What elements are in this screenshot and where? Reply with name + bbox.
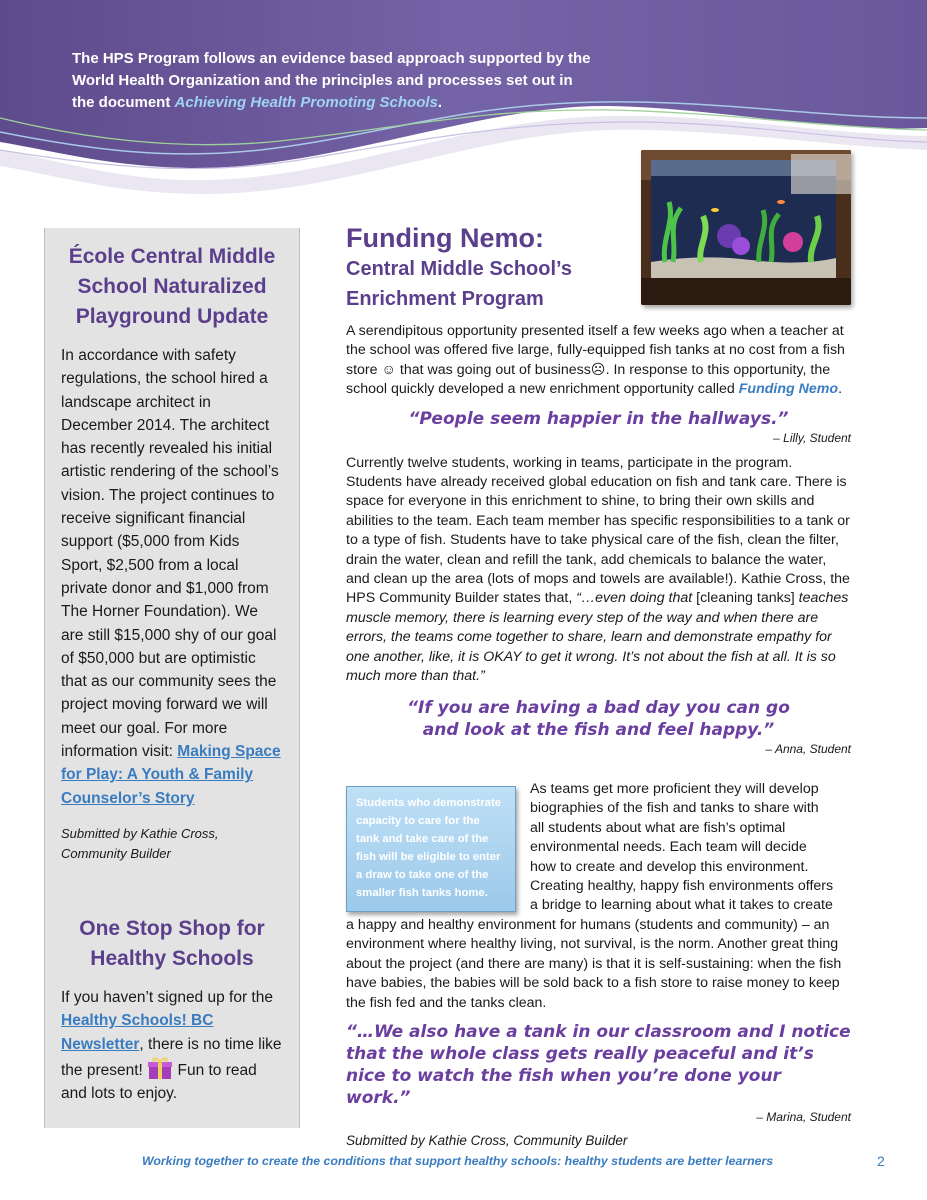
quote-anna (346, 697, 851, 741)
quote-lilly: “People seem happier in the hallways.” (408, 408, 789, 429)
teams-line-3: all students about what are fish’s optimal (530, 819, 786, 836)
program-quote-rest: teaches muscle memory, there is learning every step of the way and when there are errors, the teams come together to share, learn and demonstrate empathy for one another, like, it is OKAY to get it wrong. It’s not about the fish at all. It is so much more than that.” (346, 590, 849, 685)
intro-paragraph (346, 322, 851, 400)
frown-icon: ☹ (590, 361, 606, 378)
banner-text (72, 48, 612, 114)
funding-nemo-name: Funding Nemo (738, 381, 839, 398)
playground-heading-line-3: Playground Update (75, 305, 269, 328)
teams-line-1: As teams get more proficient they will develop (530, 781, 819, 797)
teams-line-6: Creating healthy, happy fish environments offers (530, 878, 834, 895)
intro-text-b: that was going out of business (395, 361, 591, 378)
playground-credit-line-2: Community Builder (61, 845, 171, 861)
sidebar-panel (44, 228, 300, 1128)
intro-text-a: A serendipitous opportunity presented itself a few weeks ago when a teacher at the school was offered five large, fully-equipped fish tanks at no cost from a fish store (346, 323, 845, 378)
banner-document-title: Achieving Health Promoting Schools (174, 94, 438, 111)
program-text-bracket: [cleaning tanks] (692, 590, 799, 607)
one-stop-shop-body (61, 986, 283, 1105)
banner-line-3 (72, 92, 612, 114)
article-credit: Submitted by Kathie Cross, Community Builder (346, 1133, 628, 1149)
article-body-lower (346, 916, 851, 1150)
healthy-schools-newsletter-link[interactable]: Healthy Schools! BC Newsletter (61, 1012, 214, 1053)
program-quote-start: “…even doing that (576, 590, 693, 607)
smile-icon: ☺ (381, 361, 396, 378)
article-heading (346, 222, 851, 314)
quote-anna-line-1: “If you are having a bad day you can go (407, 697, 790, 718)
eligibility-callout: Students who demonstrate capacity to care for the tank and take care of the fish will be eligible to enter a draw to take one of the smaller fish tanks home. (346, 786, 516, 912)
intro-text-end: . (838, 381, 843, 398)
article-body-upper (346, 322, 851, 757)
program-paragraph (346, 454, 851, 687)
banner-line-3-suffix: . (437, 94, 443, 111)
quote-lilly-attribution: – Lilly, Student (773, 430, 851, 445)
banner-line-3-prefix: the document (72, 94, 175, 111)
article-title: Funding Nemo: (346, 223, 544, 253)
teams-paragraph-rest: a happy and healthy environment for humans (students and community) – an environment where healthy living, not survival, is the norm. Another great thing about the project (and there are many) is that it is self-sustaining: when the fish have babies, the babies will be sold back to a fish store to raise money to keep the fish fed and the tanks clean. (346, 917, 842, 1011)
teams-line-5: how to create and develop this environment. (530, 858, 809, 875)
playground-credit (61, 824, 283, 864)
playground-update-text: In accordance with safety regulations, the school hired a landscape architect in December 2014. The architect has recently revealed his initial artistic rendering of the school’s vision. The project continues to receive significant financial support ($5,000 from Kids Sport, $2,500 from a local private donor and $1,000 from The Horner Foundation). We are still $15,000 shy of our goal of $50,000 but are optimistic that as our community sees the project moving forward we will meet our goal. For more information visit: (61, 347, 279, 761)
one-stop-shop-heading (61, 914, 283, 974)
playground-credit-line-1: Submitted by Kathie Cross, (61, 825, 219, 841)
one-stop-heading-line-2: Healthy Schools (90, 946, 254, 970)
teams-line-2: biographies of the fish and tanks to share with (530, 800, 819, 817)
playground-update-heading (61, 242, 283, 332)
gift-icon (147, 1056, 173, 1080)
intro-text-c: . In response to this opportunity, the school quickly developed a new enrichment opportunity called (346, 361, 831, 398)
playground-update-body (61, 344, 283, 810)
quote-anna-line-2: and look at the fish and feel happy.” (422, 719, 775, 740)
one-stop-text-prefix: If you haven’t signed up for the (61, 988, 273, 1006)
one-stop-text-middle: , there is no time like the present! (61, 1035, 282, 1079)
one-stop-heading-line-1: One Stop Shop for (79, 916, 265, 940)
teams-line-4: environmental needs. Each team will decide (530, 839, 807, 856)
page-number: 2 (877, 1153, 885, 1169)
one-stop-text-suffix: Fun to read and lots to enjoy. (61, 1061, 257, 1103)
playground-heading-line-2: School Naturalized (77, 275, 267, 298)
making-space-for-play-link[interactable]: Making Space for Play: A Youth & Family Counselor’s Story (61, 743, 281, 807)
article-subtitle-line-1: Central Middle School’s (346, 258, 572, 280)
banner-line-2: World Health Organization and the principles and processes set out in (72, 72, 573, 89)
teams-paragraph-side (530, 780, 860, 916)
program-text-a: Currently twelve students, working in teams, participate in the program. Students have already received global education on fish and tank care. There is space for everyone in this enrichment to shine, to bring their own skills and abilities to the team. Each team member has specific responsibilities to a tank or to a type of fish. Students have to take physical care of the fish, clean the filter, drain the water, clean and refill the tank, add chemicals to balance the water, and clean up the area (lots of mops and towels are available!). Kathie Cross, the HPS Community Builder states that, (346, 454, 850, 607)
quote-marina-attribution: – Marina, Student (756, 1110, 851, 1125)
quote-marina: “…We also have a tank in our classroom and I notice that the whole class gets really peaceful and it’s nice to watch the fish when you’re done your work.” (346, 1022, 851, 1109)
playground-heading-line-1: École Central Middle (68, 245, 276, 268)
banner-line-1: The HPS Program follows an evidence based approach supported by the (72, 50, 591, 67)
article-subtitle-line-2: Enrichment Program (346, 288, 544, 310)
footer-tagline: Working together to create the conditions that support healthy schools: healthy students are better learners (142, 1154, 774, 1168)
quote-anna-attribution: – Anna, Student (765, 741, 851, 756)
teams-line-7: a bridge to learning about what it takes to create (530, 897, 833, 914)
